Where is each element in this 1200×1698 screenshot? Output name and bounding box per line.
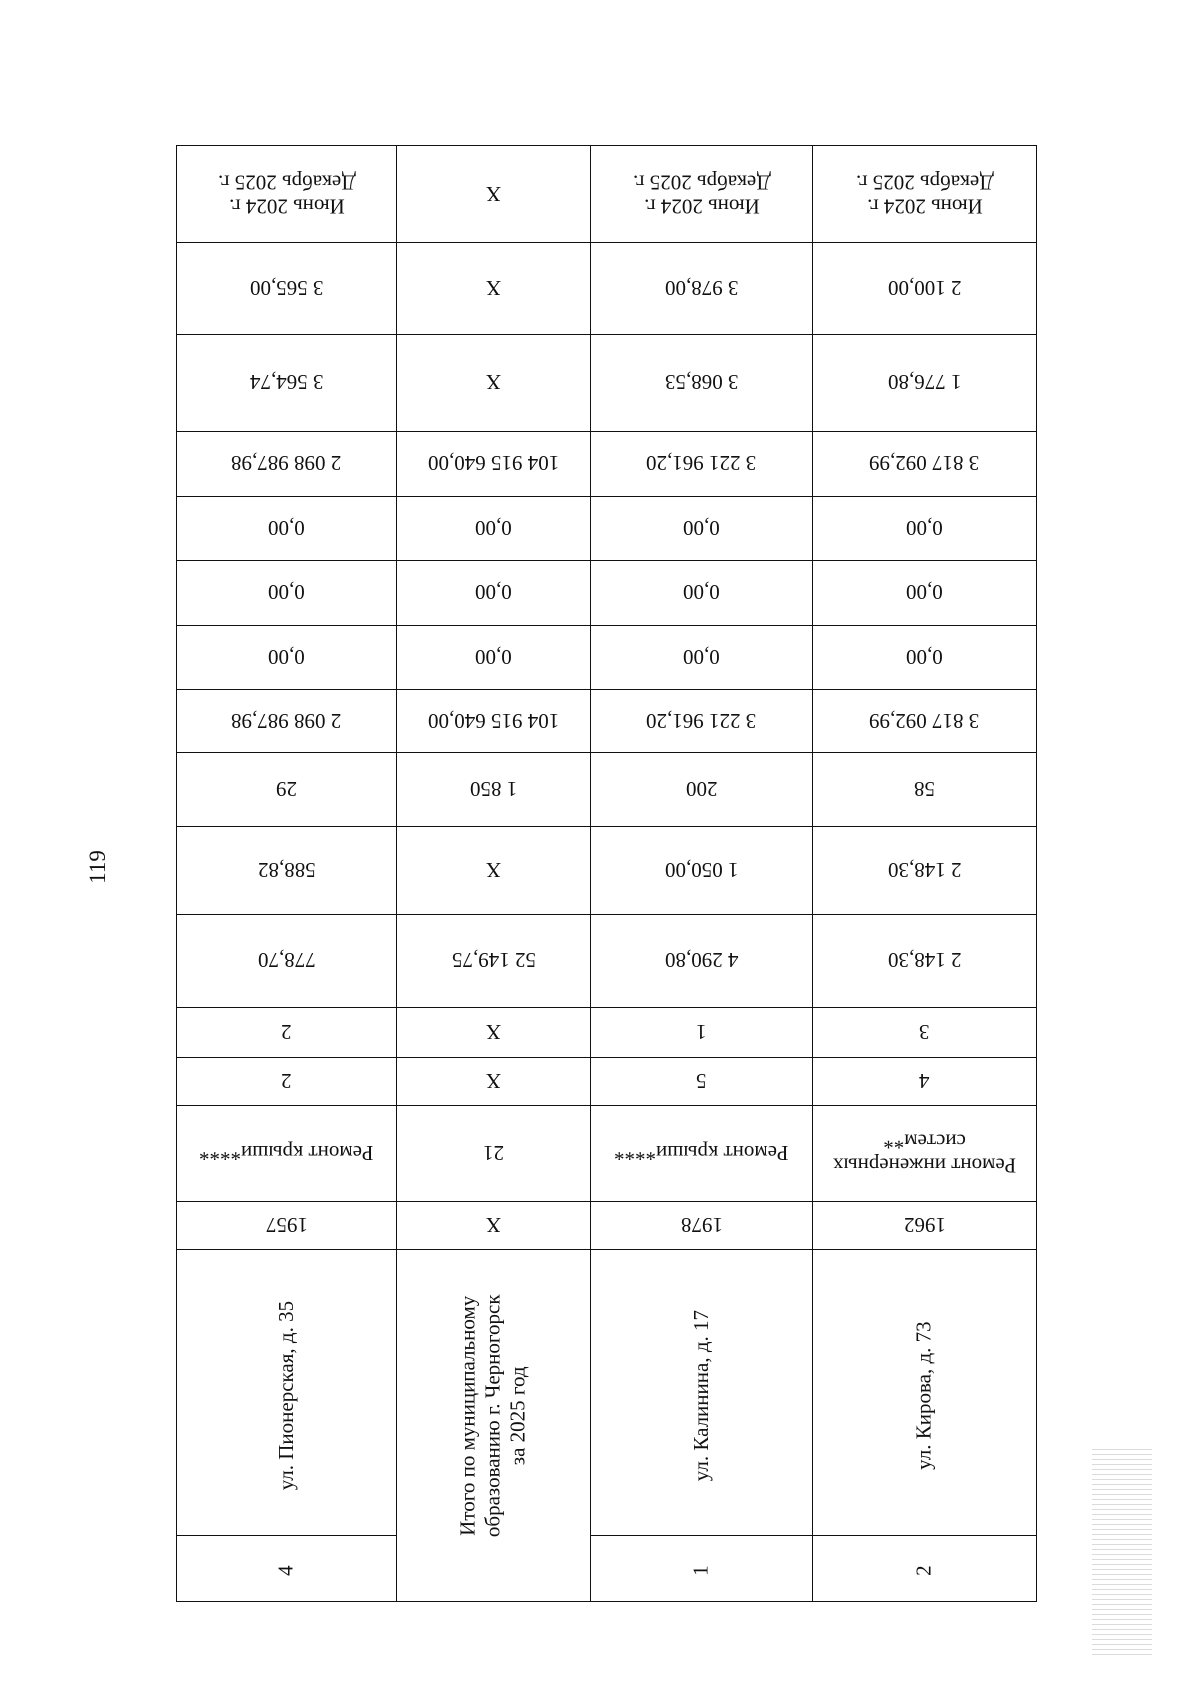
cell-c4: 4 <box>813 1057 1037 1105</box>
cell-year: X <box>397 1202 591 1250</box>
cell-c10: 0,00 <box>177 625 397 689</box>
row-c12 <box>177 496 1037 560</box>
num-divider <box>813 1535 1036 1536</box>
cell-work: Ремонт крыши**** <box>591 1105 813 1201</box>
row-c9 <box>177 690 1037 753</box>
row-number: 1 <box>688 1565 713 1576</box>
cell-c7: X <box>397 827 591 914</box>
cell-c6: 778,70 <box>177 914 397 1007</box>
cell-c8: 200 <box>591 753 813 827</box>
cell-period: Июнь 2024 г. Декабрь 2025 г. <box>813 146 1037 243</box>
cell-c12: 0,00 <box>397 496 591 560</box>
cell-address: ул. Калинина, д. 17 1 <box>591 1250 813 1602</box>
row-number: 4 <box>273 1565 298 1576</box>
cell-c15: 3 565,00 <box>177 243 397 335</box>
cell-c5: 2 <box>177 1007 397 1057</box>
row-work <box>177 1105 1037 1201</box>
cell-c10: 0,00 <box>397 625 591 689</box>
cell-c5: 1 <box>591 1007 813 1057</box>
cell-c11: 0,00 <box>813 560 1037 625</box>
cell-c6: 52 149,75 <box>397 914 591 1007</box>
cell-c9: 3 221 961,20 <box>591 690 813 753</box>
cell-c10: 0,00 <box>591 625 813 689</box>
cell-address: ул. Кирова, д. 73 2 <box>813 1250 1037 1602</box>
cell-c9: 3 817 092,99 <box>813 690 1037 753</box>
cell-c14: 1 776,80 <box>813 335 1037 431</box>
cell-period: Июнь 2024 г. Декабрь 2025 г. <box>177 146 397 243</box>
cell-work: Ремонт инженерных систем** <box>813 1105 1037 1201</box>
row-c4 <box>177 1057 1037 1105</box>
cell-work: 21 <box>397 1105 591 1201</box>
cell-c9: 104 915 640,00 <box>397 690 591 753</box>
cell-c6: 4 290,80 <box>591 914 813 1007</box>
cell-c8: 58 <box>813 753 1037 827</box>
cell-c13: 3 221 961,20 <box>591 431 813 496</box>
cell-c12: 0,00 <box>591 496 813 560</box>
row-address <box>177 1250 1037 1602</box>
cell-year: 1957 <box>177 1202 397 1250</box>
cell-c14: 3 068,53 <box>591 335 813 431</box>
cell-c11: 0,00 <box>591 560 813 625</box>
cell-c15: X <box>397 243 591 335</box>
cell-address: ул. Пионерская, д. 35 4 <box>177 1250 397 1602</box>
data-table-container <box>176 145 1036 1602</box>
row-c15 <box>177 243 1037 335</box>
scan-artifact <box>1092 1445 1152 1655</box>
cell-c7: 2 148,30 <box>813 827 1037 914</box>
row-c7 <box>177 827 1037 914</box>
cell-c11: 0,00 <box>397 560 591 625</box>
cell-period: X <box>397 146 591 243</box>
cell-c10: 0,00 <box>813 625 1037 689</box>
num-divider <box>177 1535 396 1536</box>
cell-c4: X <box>397 1057 591 1105</box>
cell-c4: 2 <box>177 1057 397 1105</box>
cell-c4: 5 <box>591 1057 813 1105</box>
cell-c8: 1 850 <box>397 753 591 827</box>
cell-c13: 104 915 640,00 <box>397 431 591 496</box>
cell-c7: 588,82 <box>177 827 397 914</box>
cell-c6: 2 148,30 <box>813 914 1037 1007</box>
cell-year: 1978 <box>591 1202 813 1250</box>
cell-c5: 3 <box>813 1007 1037 1057</box>
row-year <box>177 1202 1037 1250</box>
cell-c7: 1 050,00 <box>591 827 813 914</box>
cell-c9: 2 098 987,98 <box>177 690 397 753</box>
row-c10 <box>177 625 1037 689</box>
cell-year: 1962 <box>813 1202 1037 1250</box>
cell-c13: 2 098 987,98 <box>177 431 397 496</box>
cell-c5: X <box>397 1007 591 1057</box>
cell-c8: 29 <box>177 753 397 827</box>
row-c8 <box>177 753 1037 827</box>
page-number: 119 <box>85 850 110 884</box>
cell-c11: 0,00 <box>177 560 397 625</box>
cell-c12: 0,00 <box>813 496 1037 560</box>
row-c13 <box>177 431 1037 496</box>
cell-c14: X <box>397 335 591 431</box>
cell-c12: 0,00 <box>177 496 397 560</box>
cell-c13: 3 817 092,99 <box>813 431 1037 496</box>
cell-c15: 2 100,00 <box>813 243 1037 335</box>
row-c14 <box>177 335 1037 431</box>
data-table <box>176 145 1037 1602</box>
row-number: 2 <box>911 1565 936 1576</box>
cell-c14: 3 564,74 <box>177 335 397 431</box>
row-c5 <box>177 1007 1037 1057</box>
cell-work: Ремонт крыши**** <box>177 1105 397 1201</box>
row-c6 <box>177 914 1037 1007</box>
cell-period: Июнь 2024 г. Декабрь 2025 г. <box>591 146 813 243</box>
cell-address-total: Итого по муниципальному образованию г. Черногорск за 2025 год <box>397 1250 591 1602</box>
cell-c15: 3 978,00 <box>591 243 813 335</box>
period-row <box>177 146 1037 243</box>
num-divider <box>591 1535 812 1536</box>
row-c11 <box>177 560 1037 625</box>
